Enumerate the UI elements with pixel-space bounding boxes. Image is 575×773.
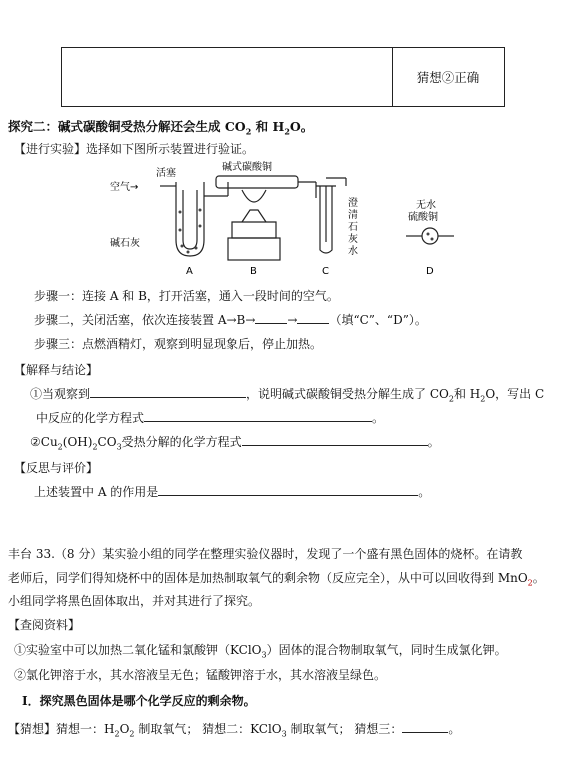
q33-line-2: 老师后，同学们得知烧杯中的固体是加热制取氧气的剩余物（反应完全），从中可以回收得到 MnO$_2$。: [8, 571, 545, 588]
part-1: Ⅰ．探究黑色固体是哪个化学反应的剩余物。: [22, 694, 256, 708]
q33-line-3: 小组同学将黑色固体取出，并对其进行了探究。: [8, 594, 261, 608]
table-cell-hypothesis: 猜想②正确: [416, 70, 480, 85]
reflect-question: 上述装置中 A 的作用是 。: [34, 485, 431, 499]
label-a: A: [186, 266, 193, 277]
answer-blank[interactable]: [402, 720, 448, 733]
explain-title: 【解释与结论】: [14, 363, 99, 377]
answer-blank[interactable]: [158, 483, 418, 496]
answer-blank[interactable]: [90, 385, 246, 398]
q33-line-1: 丰台 33.（8 分）某实验小组的同学在整理实验仪器时，发现了一个盛有黑色固体的烧杯。在请教: [8, 547, 523, 561]
u-tube-inner: [183, 190, 197, 249]
section-heading: 探究二：碱式碳酸铜受热分解还会生成 $CO_2$ 和 $H_2O$。: [8, 119, 314, 137]
step-2: 步骤二，关闭活塞，依次连接装置 A→B→ → （填“C”、“D”）。: [34, 313, 427, 327]
answer-blank[interactable]: [255, 311, 287, 324]
limewater-label-3: 灰: [348, 234, 358, 245]
step-3: 步骤三：点燃酒精灯，观察到明显现象后，停止加热。: [34, 337, 323, 351]
label-c: C: [322, 266, 329, 277]
air-label: 空气→: [110, 182, 139, 193]
valve-label: 活塞: [156, 168, 176, 179]
limewater-label-2: 石: [348, 222, 358, 233]
apparatus-diagram: [110, 160, 470, 278]
label-d: D: [426, 266, 434, 277]
guess-line: 【猜想】猜想一：$H_2O_2$ 制取氧气； 猜想二：KClO$_3$ 制取氧气； 猜想三： 。: [8, 722, 461, 739]
flame: [242, 190, 266, 202]
stand-block: [228, 238, 280, 260]
copper-sulfate-label: 硫酸铜: [408, 212, 438, 223]
drying-bulb: [422, 228, 438, 244]
soda-lime-label: 碱石灰: [110, 238, 140, 249]
answer-blank[interactable]: [144, 409, 372, 422]
label-b: B: [250, 266, 257, 277]
reference-title: 【查阅资料】: [8, 618, 81, 632]
reference-2: ②氯化钾溶于水，其水溶液呈无色；锰酸钾溶于水，其水溶液呈绿色。: [14, 668, 387, 682]
answer-blank[interactable]: [297, 311, 329, 324]
question-1-line-2: 中反应的化学方程式 。: [36, 411, 385, 425]
experiment-intro: 【进行实验】选择如下图所示装置进行验证。: [14, 142, 255, 156]
reference-1: ①实验室中可以加热二氧化锰和氯酸钾（KClO$_3$）固体的混合物制取氧气，同时生成氯化钾。: [14, 643, 507, 660]
limewater-label-0: 澄: [348, 198, 358, 209]
question-1: ①当观察到 ，说明碱式碳酸铜受热分解生成了 $CO_2$和 $H_2O$，写出 C: [30, 387, 545, 404]
reflect-title: 【反思与评价】: [14, 461, 99, 475]
basic-copper-label: 碱式碳酸铜: [222, 162, 272, 173]
anhydrous-label: 无水: [416, 200, 436, 211]
step-1: 步骤一：连接 A 和 B，打开活塞，通入一段时间的空气。: [34, 289, 339, 303]
u-tube-outer: [176, 182, 204, 256]
limewater-label-1: 清: [348, 210, 358, 221]
question-2: $②Cu_2(OH)_2CO_3$受热分解的化学方程式 。: [30, 435, 440, 452]
alcohol-lamp: [232, 222, 276, 238]
answer-table: [61, 47, 505, 107]
answer-blank[interactable]: [242, 433, 428, 446]
limewater-label-4: 水: [348, 246, 358, 257]
